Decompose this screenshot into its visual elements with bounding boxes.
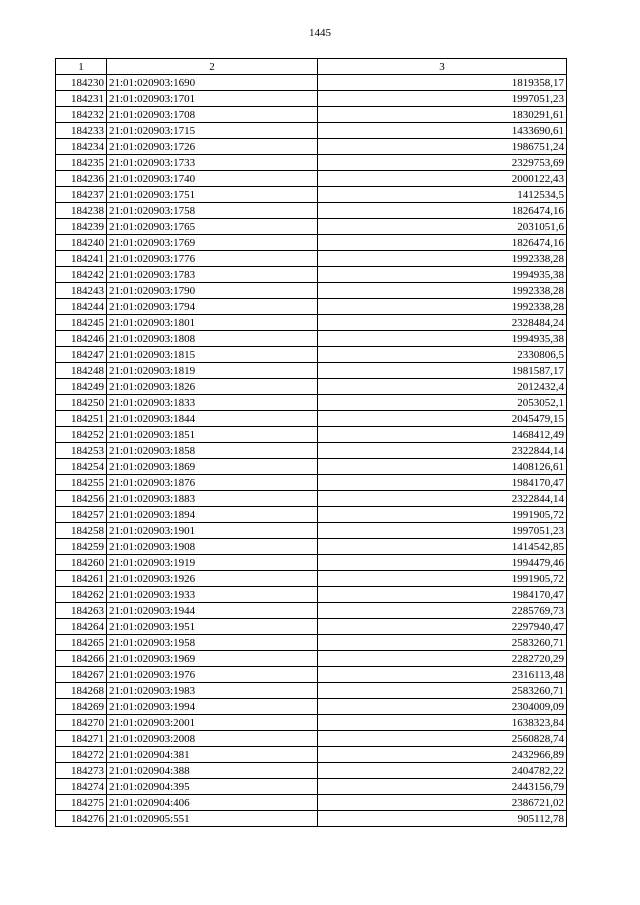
table-row bbox=[56, 411, 567, 427]
column-header-1: 1 bbox=[56, 59, 107, 75]
table-row bbox=[56, 811, 567, 827]
row-number-cell: 184244 bbox=[56, 299, 107, 315]
cadastral-number-cell: 21:01:020903:1783 bbox=[107, 267, 318, 283]
table-row bbox=[56, 715, 567, 731]
table-row bbox=[56, 203, 567, 219]
table-row bbox=[56, 747, 567, 763]
row-number-cell: 184240 bbox=[56, 235, 107, 251]
table-row bbox=[56, 91, 567, 107]
cadastral-number-cell: 21:01:020903:1776 bbox=[107, 251, 318, 267]
row-number-cell: 184230 bbox=[56, 75, 107, 91]
row-number-cell: 184245 bbox=[56, 315, 107, 331]
row-number-cell: 184267 bbox=[56, 667, 107, 683]
cadastral-value-cell: 905112,78 bbox=[318, 811, 567, 827]
cadastral-number-cell: 21:01:020903:1869 bbox=[107, 459, 318, 475]
cadastral-value-cell: 1408126,61 bbox=[318, 459, 567, 475]
cadastral-value-cell: 1826474,16 bbox=[318, 235, 567, 251]
table-row bbox=[56, 475, 567, 491]
cadastral-number-cell: 21:01:020903:1701 bbox=[107, 91, 318, 107]
cadastral-number-cell: 21:01:020903:1715 bbox=[107, 123, 318, 139]
cadastral-value-cell: 1412534,5 bbox=[318, 187, 567, 203]
row-number-cell: 184238 bbox=[56, 203, 107, 219]
cadastral-value-cell: 2282720,29 bbox=[318, 651, 567, 667]
table-row bbox=[56, 283, 567, 299]
cadastral-value-cell: 1994479,46 bbox=[318, 555, 567, 571]
table-row bbox=[56, 347, 567, 363]
cadastral-value-cell: 2322844,14 bbox=[318, 491, 567, 507]
cadastral-number-cell: 21:01:020904:381 bbox=[107, 747, 318, 763]
cadastral-number-cell: 21:01:020905:551 bbox=[107, 811, 318, 827]
row-number-cell: 184274 bbox=[56, 779, 107, 795]
cadastral-number-cell: 21:01:020903:1769 bbox=[107, 235, 318, 251]
cadastral-number-cell: 21:01:020903:1883 bbox=[107, 491, 318, 507]
table-row bbox=[56, 75, 567, 91]
cadastral-value-cell: 2443156,79 bbox=[318, 779, 567, 795]
cadastral-value-cell: 2031051,6 bbox=[318, 219, 567, 235]
cadastral-number-cell: 21:01:020903:1765 bbox=[107, 219, 318, 235]
row-number-cell: 184261 bbox=[56, 571, 107, 587]
row-number-cell: 184265 bbox=[56, 635, 107, 651]
row-number-cell: 184237 bbox=[56, 187, 107, 203]
cadastral-number-cell: 21:01:020903:2001 bbox=[107, 715, 318, 731]
cadastral-value-cell: 1830291,61 bbox=[318, 107, 567, 123]
cadastral-number-cell: 21:01:020903:1733 bbox=[107, 155, 318, 171]
cadastral-number-cell: 21:01:020903:1751 bbox=[107, 187, 318, 203]
row-number-cell: 184249 bbox=[56, 379, 107, 395]
row-number-cell: 184256 bbox=[56, 491, 107, 507]
row-number-cell: 184270 bbox=[56, 715, 107, 731]
table-row bbox=[56, 219, 567, 235]
cadastral-value-cell: 1992338,28 bbox=[318, 299, 567, 315]
row-number-cell: 184263 bbox=[56, 603, 107, 619]
cadastral-value-cell: 1433690,61 bbox=[318, 123, 567, 139]
row-number-cell: 184273 bbox=[56, 763, 107, 779]
cadastral-number-cell: 21:01:020903:1801 bbox=[107, 315, 318, 331]
table-row bbox=[56, 267, 567, 283]
cadastral-value-cell: 2583260,71 bbox=[318, 683, 567, 699]
row-number-cell: 184272 bbox=[56, 747, 107, 763]
page-number: 1445 bbox=[309, 27, 331, 39]
table-header-row bbox=[56, 59, 567, 75]
table-row bbox=[56, 763, 567, 779]
cadastral-number-cell: 21:01:020903:1808 bbox=[107, 331, 318, 347]
row-number-cell: 184276 bbox=[56, 811, 107, 827]
table-row bbox=[56, 587, 567, 603]
cadastral-value-cell: 1468412,49 bbox=[318, 427, 567, 443]
cadastral-value-cell: 1997051,23 bbox=[318, 91, 567, 107]
cadastral-number-cell: 21:01:020903:1833 bbox=[107, 395, 318, 411]
cadastral-number-cell: 21:01:020903:1951 bbox=[107, 619, 318, 635]
row-number-cell: 184259 bbox=[56, 539, 107, 555]
table-row bbox=[56, 667, 567, 683]
cadastral-number-cell: 21:01:020904:406 bbox=[107, 795, 318, 811]
row-number-cell: 184252 bbox=[56, 427, 107, 443]
row-number-cell: 184248 bbox=[56, 363, 107, 379]
row-number-cell: 184269 bbox=[56, 699, 107, 715]
row-number-cell: 184243 bbox=[56, 283, 107, 299]
cadastral-value-cell: 1819358,17 bbox=[318, 75, 567, 91]
cadastral-number-cell: 21:01:020903:1976 bbox=[107, 667, 318, 683]
table-body bbox=[56, 75, 567, 827]
cadastral-value-cell: 1991905,72 bbox=[318, 571, 567, 587]
cadastral-value-cell: 1992338,28 bbox=[318, 251, 567, 267]
cadastral-number-cell: 21:01:020904:388 bbox=[107, 763, 318, 779]
cadastral-number-cell: 21:01:020903:1708 bbox=[107, 107, 318, 123]
table-row bbox=[56, 443, 567, 459]
cadastral-number-cell: 21:01:020903:1901 bbox=[107, 523, 318, 539]
row-number-cell: 184232 bbox=[56, 107, 107, 123]
cadastral-value-cell: 1981587,17 bbox=[318, 363, 567, 379]
cadastral-number-cell: 21:01:020903:1908 bbox=[107, 539, 318, 555]
table-row bbox=[56, 363, 567, 379]
cadastral-number-cell: 21:01:020903:1819 bbox=[107, 363, 318, 379]
table-row bbox=[56, 427, 567, 443]
cadastral-value-cell: 2560828,74 bbox=[318, 731, 567, 747]
cadastral-number-cell: 21:01:020903:1758 bbox=[107, 203, 318, 219]
table-row bbox=[56, 523, 567, 539]
cadastral-value-cell: 1992338,28 bbox=[318, 283, 567, 299]
cadastral-value-cell: 2316113,48 bbox=[318, 667, 567, 683]
cadastral-value-cell: 2322844,14 bbox=[318, 443, 567, 459]
row-number-cell: 184258 bbox=[56, 523, 107, 539]
cadastral-value-cell: 2328484,24 bbox=[318, 315, 567, 331]
cadastral-value-cell: 1984170,47 bbox=[318, 587, 567, 603]
column-header-2: 2 bbox=[107, 59, 318, 75]
table-row bbox=[56, 171, 567, 187]
cadastral-value-cell: 1991905,72 bbox=[318, 507, 567, 523]
table-row bbox=[56, 155, 567, 171]
cadastral-number-cell: 21:01:020903:1926 bbox=[107, 571, 318, 587]
cadastral-number-cell: 21:01:020903:1858 bbox=[107, 443, 318, 459]
table-row bbox=[56, 683, 567, 699]
cadastral-number-cell: 21:01:020903:1790 bbox=[107, 283, 318, 299]
cadastral-number-cell: 21:01:020903:1944 bbox=[107, 603, 318, 619]
table-row bbox=[56, 731, 567, 747]
table-row bbox=[56, 187, 567, 203]
table-row bbox=[56, 795, 567, 811]
table-row bbox=[56, 395, 567, 411]
cadastral-value-cell: 1984170,47 bbox=[318, 475, 567, 491]
row-number-cell: 184246 bbox=[56, 331, 107, 347]
row-number-cell: 184236 bbox=[56, 171, 107, 187]
table-row bbox=[56, 539, 567, 555]
cadastral-number-cell: 21:01:020903:1851 bbox=[107, 427, 318, 443]
row-number-cell: 184239 bbox=[56, 219, 107, 235]
row-number-cell: 184266 bbox=[56, 651, 107, 667]
cadastral-number-cell: 21:01:020903:1994 bbox=[107, 699, 318, 715]
table-row bbox=[56, 299, 567, 315]
cadastral-number-cell: 21:01:020903:1826 bbox=[107, 379, 318, 395]
row-number-cell: 184262 bbox=[56, 587, 107, 603]
table-row bbox=[56, 315, 567, 331]
table-row bbox=[56, 779, 567, 795]
cadastral-number-cell: 21:01:020903:2008 bbox=[107, 731, 318, 747]
table-row bbox=[56, 507, 567, 523]
row-number-cell: 184268 bbox=[56, 683, 107, 699]
cadastral-number-cell: 21:01:020903:1690 bbox=[107, 75, 318, 91]
cadastral-number-cell: 21:01:020903:1933 bbox=[107, 587, 318, 603]
cadastral-number-cell: 21:01:020903:1919 bbox=[107, 555, 318, 571]
cadastral-number-cell: 21:01:020903:1844 bbox=[107, 411, 318, 427]
column-header-3: 3 bbox=[318, 59, 567, 75]
table-row bbox=[56, 571, 567, 587]
cadastral-value-cell: 2053052,1 bbox=[318, 395, 567, 411]
row-number-cell: 184247 bbox=[56, 347, 107, 363]
table-row bbox=[56, 635, 567, 651]
cadastral-value-cell: 2583260,71 bbox=[318, 635, 567, 651]
table-row bbox=[56, 651, 567, 667]
cadastral-value-cell: 2297940,47 bbox=[318, 619, 567, 635]
cadastral-value-cell: 2432966,89 bbox=[318, 747, 567, 763]
row-number-cell: 184275 bbox=[56, 795, 107, 811]
row-number-cell: 184233 bbox=[56, 123, 107, 139]
cadastral-value-cell: 2304009,09 bbox=[318, 699, 567, 715]
cadastral-value-cell: 2329753,69 bbox=[318, 155, 567, 171]
table-row bbox=[56, 107, 567, 123]
row-number-cell: 184241 bbox=[56, 251, 107, 267]
cadastral-value-cell: 1986751,24 bbox=[318, 139, 567, 155]
row-number-cell: 184271 bbox=[56, 731, 107, 747]
row-number-cell: 184231 bbox=[56, 91, 107, 107]
cadastral-number-cell: 21:01:020903:1969 bbox=[107, 651, 318, 667]
table-row bbox=[56, 699, 567, 715]
row-number-cell: 184253 bbox=[56, 443, 107, 459]
cadastral-value-cell: 2386721,02 bbox=[318, 795, 567, 811]
cadastral-value-cell: 2330806,5 bbox=[318, 347, 567, 363]
table-row bbox=[56, 123, 567, 139]
cadastral-value-cell: 1638323,84 bbox=[318, 715, 567, 731]
cadastral-value-cell: 2012432,4 bbox=[318, 379, 567, 395]
cadastral-number-cell: 21:01:020903:1815 bbox=[107, 347, 318, 363]
cadastral-value-cell: 1414542,85 bbox=[318, 539, 567, 555]
row-number-cell: 184254 bbox=[56, 459, 107, 475]
cadastral-number-cell: 21:01:020903:1958 bbox=[107, 635, 318, 651]
cadastral-value-cell: 1997051,23 bbox=[318, 523, 567, 539]
table-row bbox=[56, 379, 567, 395]
row-number-cell: 184235 bbox=[56, 155, 107, 171]
cadastral-value-cell: 2404782,22 bbox=[318, 763, 567, 779]
table-row bbox=[56, 235, 567, 251]
cadastral-value-table bbox=[55, 58, 567, 827]
table-row bbox=[56, 459, 567, 475]
cadastral-number-cell: 21:01:020904:395 bbox=[107, 779, 318, 795]
cadastral-value-cell: 1994935,38 bbox=[318, 331, 567, 347]
row-number-cell: 184264 bbox=[56, 619, 107, 635]
row-number-cell: 184242 bbox=[56, 267, 107, 283]
cadastral-value-cell: 2000122,43 bbox=[318, 171, 567, 187]
table-row bbox=[56, 603, 567, 619]
table-row bbox=[56, 331, 567, 347]
cadastral-number-cell: 21:01:020903:1740 bbox=[107, 171, 318, 187]
cadastral-number-cell: 21:01:020903:1983 bbox=[107, 683, 318, 699]
table-row bbox=[56, 555, 567, 571]
cadastral-value-cell: 1826474,16 bbox=[318, 203, 567, 219]
table-row bbox=[56, 619, 567, 635]
row-number-cell: 184250 bbox=[56, 395, 107, 411]
row-number-cell: 184234 bbox=[56, 139, 107, 155]
table-row bbox=[56, 491, 567, 507]
cadastral-number-cell: 21:01:020903:1794 bbox=[107, 299, 318, 315]
cadastral-number-cell: 21:01:020903:1876 bbox=[107, 475, 318, 491]
table-row bbox=[56, 251, 567, 267]
cadastral-value-cell: 2285769,73 bbox=[318, 603, 567, 619]
cadastral-value-cell: 1994935,38 bbox=[318, 267, 567, 283]
cadastral-value-cell: 2045479,15 bbox=[318, 411, 567, 427]
row-number-cell: 184257 bbox=[56, 507, 107, 523]
row-number-cell: 184251 bbox=[56, 411, 107, 427]
row-number-cell: 184255 bbox=[56, 475, 107, 491]
cadastral-number-cell: 21:01:020903:1726 bbox=[107, 139, 318, 155]
cadastral-number-cell: 21:01:020903:1894 bbox=[107, 507, 318, 523]
row-number-cell: 184260 bbox=[56, 555, 107, 571]
table-row bbox=[56, 139, 567, 155]
